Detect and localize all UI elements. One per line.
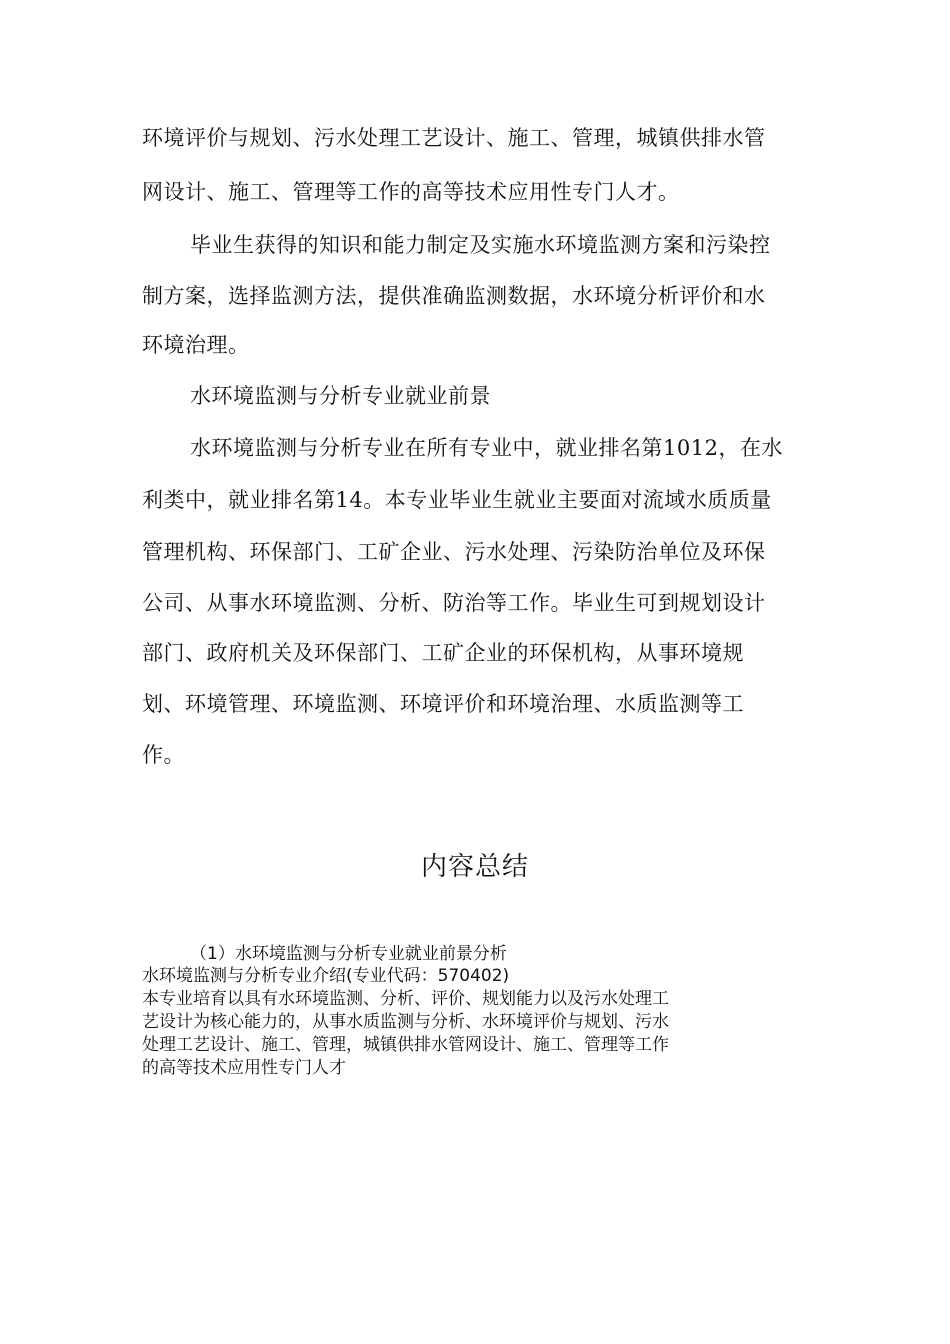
paragraph-line: 作。 (142, 743, 185, 767)
paragraph-line: 公司、从事水环境监测、分析、防治等工作。毕业生可到规划设计 (142, 591, 766, 615)
paragraph-line: 网设计、施工、管理等工作的高等技术应用性专门人才。 (142, 180, 680, 204)
paragraph-line: 划、环境管理、环境监测、环境评价和环境治理、水质监测等工 (142, 692, 744, 716)
paragraph-line: 部门、政府机关及环保部门、工矿企业的环保机构，从事环境规 (142, 641, 744, 665)
paragraph-line: 毕业生获得的知识和能力制定及实施水环境监测方案和污染控 (190, 233, 771, 257)
summary-line: （1）水环境监测与分析专业就业前景分析 (190, 944, 507, 964)
summary-title: 内容总结 (420, 852, 529, 882)
paragraph-line: 利类中，就业排名第14。本专业毕业生就业主要面对流域水质质量 (142, 488, 772, 512)
paragraph-line: 管理机构、环保部门、工矿企业、污水处理、污染防治单位及环保 (142, 540, 766, 564)
summary-line: 水环境监测与分析专业介绍(专业代码：570402) (142, 966, 510, 986)
summary-line: 的高等技术应用性专门人才 (142, 1058, 346, 1078)
paragraph-line: 环境治理。 (142, 333, 250, 357)
section-heading: 水环境监测与分析专业就业前景 (190, 384, 491, 408)
paragraph-line: 环境评价与规划、污水处理工艺设计、施工、管理，城镇供排水管 (142, 126, 766, 150)
paragraph-line: 制方案，选择监测方法，提供准确监测数据，水环境分析评价和水 (142, 284, 766, 308)
paragraph-line: 水环境监测与分析专业在所有专业中，就业排名第1012，在水 (190, 436, 783, 460)
summary-line: 处理工艺设计、施工、管理，城镇供排水管网设计、施工、管理等工作 (142, 1035, 669, 1055)
summary-line: 艺设计为核心能力的，从事水质监测与分析、水环境评价与规划、污水 (142, 1012, 669, 1032)
summary-line: 本专业培育以具有水环境监测、分析、评价、规划能力以及污水处理工 (142, 989, 669, 1009)
